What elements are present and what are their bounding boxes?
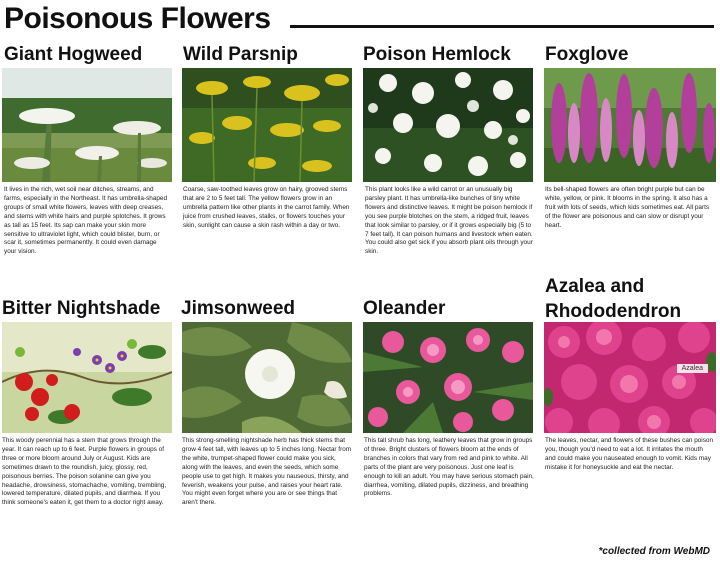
desc-bitter-nightshade: This woody perennial has a stem that grows through the year. It can reach up to 6 feet. Purple flowers in groups of three or more bloom around July or August. Kids are sometimes drawn to the roundish, juicy, glossy, red, poisonous berries. The poison solanine can give you headache, drowsiness, stomachache, vomiting, trembling, lowered temperature, dilated pupils, and diarrhea. If you think someone's eaten it, get them to a doctor right away. bbox=[2, 437, 167, 507]
photo-wild-parsnip bbox=[182, 68, 352, 182]
desc-giant-hogweed: It lives in the rich, wet soil near ditches, streams, and farms, especially in the Northeast. It has umbrella-shaped groups of small white flowers, leaves with deep creases, and stems with white hairs and purple splotches. It grows as tall as 15 feet. Its sap can make your skin more sensitive to ultraviolet light, which could blister, burn, or scar it, sometimes permanently. It could even damage your vision. bbox=[4, 186, 168, 256]
photo-label: Azalea bbox=[677, 364, 708, 373]
page-title: Poisonous Flowers bbox=[4, 2, 271, 35]
desc-poison-hemlock: This plant looks like a wild carrot or an unusually big parsley plant. It has umbrella-like bunches of tiny white flowers and distinctive leaves. It might be poison hemlock if you see purple blotches on the stem, a ridged fruit, leaves that look similar to parsley, or if it grows especially big (5 to 7 feet tall). It can poison humans and livestock when eaten. You could also get sick if you absorb plant oils through your skin. bbox=[365, 186, 533, 256]
photo-bitter-nightshade bbox=[2, 322, 172, 433]
photo-giant-hogweed bbox=[2, 68, 172, 182]
title-rule bbox=[290, 25, 714, 28]
card-title-poison-hemlock: Poison Hemlock bbox=[363, 44, 511, 65]
source-note: *collected from WebMD bbox=[598, 546, 710, 557]
card-title-bitter-nightshade: Bitter Nightshade bbox=[2, 298, 161, 319]
card-title-giant-hogweed: Giant Hogweed bbox=[4, 44, 143, 65]
card-title-foxglove: Foxglove bbox=[545, 44, 629, 65]
desc-azalea-rhododendron: The leaves, nectar, and flowers of these bushes can poison you, though you'd need to eat a lot. It irritates the mouth and could make you nauseated enough to vomit. Kids may mistake it for honeysuckle and eat the nectar. bbox=[545, 437, 714, 471]
photo-foxglove bbox=[544, 68, 716, 182]
desc-oleander: This tall shrub has long, leathery leaves that grow in groups of three. Bright clusters of flowers bloom at the ends of branches in colors that vary from red and pink to white. All parts of the plant are very poisonous. Just one leaf is enough to kill an adult. You may have serious stomach pain, diarrhea, vomiting, dilated pupils, dizziness, and breathing problems. bbox=[364, 437, 534, 498]
card-title-oleander: Oleander bbox=[363, 298, 446, 319]
desc-wild-parsnip: Coarse, saw-toothed leaves grow on hairy, grooved stems that are 2 to 5 feet tall. The yellow flowers grow in an umbrella pattern like other plants in the carrot family. When juice from crushed leaves, stalks, or flowers touches your skin, sunlight can cause a skin rash within a day or two. bbox=[183, 186, 350, 229]
desc-jimsonweed: This strong-smelling nightshade herb has thick stems that grow 4 feet tall, with leaves up to 5 inches long. Nectar from the white, trumpet-shaped flower could make you sick, along with the leaves, and even the seeds, which some people use to get high. It makes you nauseous, thirsty, and feverish, weakens your pulse, and raises your heart rate. You might even forget where you are or see things that aren't there. bbox=[182, 437, 352, 507]
card-title-wild-parsnip: Wild Parsnip bbox=[183, 44, 298, 65]
photo-poison-hemlock bbox=[363, 68, 533, 182]
desc-foxglove: Its bell-shaped flowers are often bright purple but can be white, yellow, or pink. It blooms in the spring. It also has a fruit with lots of seeds, which kids sometimes eat. All parts of the flower are poisonous and can slow or disrupt your heart. bbox=[545, 186, 710, 229]
photo-oleander bbox=[363, 322, 533, 433]
card-title-jimsonweed: Jimsonweed bbox=[181, 298, 296, 319]
card-title-azalea-rhododendron: Azalea and Rhododendron bbox=[545, 276, 682, 322]
photo-azalea bbox=[544, 322, 716, 433]
photo-jimsonweed bbox=[182, 322, 352, 433]
